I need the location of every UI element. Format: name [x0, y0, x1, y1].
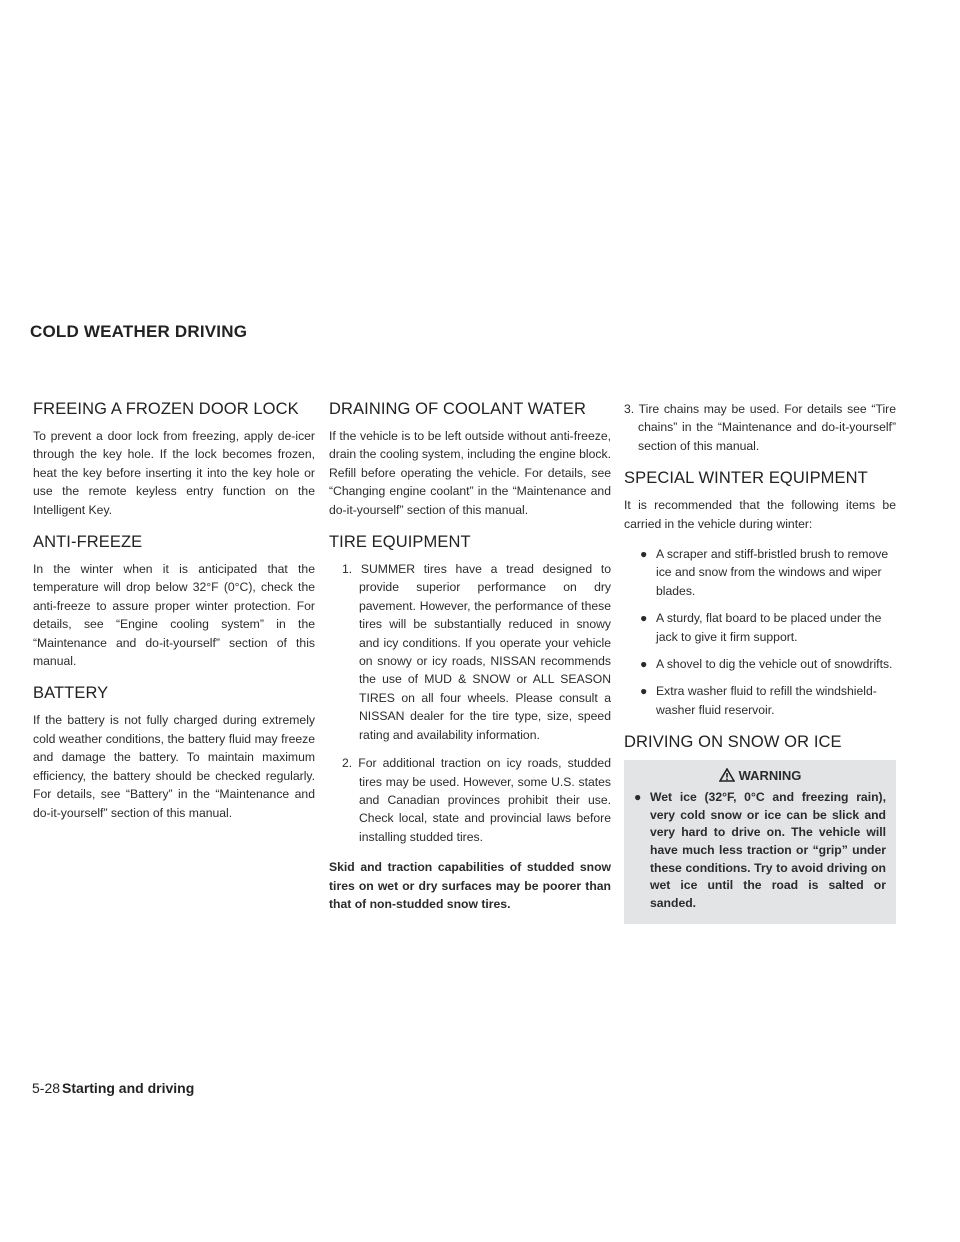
page-footer — [32, 1080, 194, 1096]
list-item: 1. SUMMER tires have a tread designed to provide superior performance on dry pavement. However, the performance of these tires will be substantially reduced in snowy and icy conditions. If you operate your vehicle on snowy or icy roads, NISSAN recommends the use of MUD & SNOW or ALL SEASON TIRES on all four wheels. Please consult a NISSAN dealer for the tire type, size, speed rating and availability information. — [342, 562, 611, 742]
warning-text-content: Wet ice (32°F, 0°C and freezing rain), very cold snow or ice can be slick and very hard to drive on. The vehicle will have much less traction or “grip” under these conditions. Try to avoid driving on wet ice until the road is salted or sanded. — [650, 790, 886, 910]
list-item: 3. Tire chains may be used. For details see “Tire chains” in the “Maintenance and do-it-yourself” section of this manual. — [624, 402, 896, 453]
column-1 — [33, 400, 315, 834]
warning-text — [634, 789, 886, 912]
warning-triangle-icon — [719, 768, 735, 782]
paragraph-freeing-door-lock: To prevent a door lock from freezing, apply de-icer through the key hole. If the lock becomes frozen, heat the key before inserting it into the key hole or use the remote keyless entry function on the Intelligent Key. — [33, 429, 315, 517]
tire-equipment-list-continued — [624, 400, 896, 455]
bullet-icon: ● — [640, 657, 648, 672]
winter-equipment-list — [624, 545, 896, 719]
column-3 — [624, 400, 896, 924]
heading-freeing-door-lock: FREEING A FROZEN DOOR LOCK — [33, 400, 299, 418]
list-item: 2. For additional traction on icy roads, studded tires may be used. However, some U.S. states and Canadian provinces prohibit their use. Check local, state and provincial laws before installing studded tires. — [342, 756, 611, 844]
bullet-icon: ● — [640, 684, 648, 699]
studded-tire-note: Skid and traction capabilities of studded snow tires on wet or dry surfaces may be poorer than that of non-studded snow tires. — [329, 860, 611, 911]
paragraph-draining-coolant: If the vehicle is to be left outside without anti-freeze, drain the cooling system, including the engine block. Refill before operating the vehicle. For details, see “Changing engine coolant” in the “Maintenance and do-it-yourself” section of this manual. — [329, 429, 611, 517]
list-item — [624, 609, 896, 646]
heading-special-winter-equipment: SPECIAL WINTER EQUIPMENT — [624, 469, 868, 488]
tire-equipment-list — [329, 560, 611, 846]
heading-driving-snow-ice: DRIVING ON SNOW OR ICE — [624, 733, 842, 752]
heading-battery: BATTERY — [33, 684, 109, 703]
list-item — [624, 545, 896, 600]
warning-box — [624, 760, 896, 924]
chapter-title: Starting and driving — [62, 1080, 195, 1096]
list-item-text: A sturdy, flat board to be placed under the jack to give it firm support. — [656, 611, 882, 644]
bullet-icon: ● — [640, 611, 648, 626]
list-item-text: A scraper and stiff-bristled brush to remove ice and snow from the windows and wiper blades. — [656, 547, 889, 598]
bullet-icon: ● — [640, 547, 648, 562]
warning-header — [634, 768, 886, 783]
list-item-text: Extra washer fluid to refill the windshield-washer fluid reservoir. — [656, 684, 877, 717]
heading-tire-equipment: TIRE EQUIPMENT — [329, 533, 471, 552]
bullet-icon: ● — [634, 790, 642, 805]
paragraph-battery: If the battery is not fully charged during extremely cold weather conditions, the battery fluid may freeze and damage the battery. To maintain maximum efficiency, the battery should be checked regularly. For details, see “Battery” in the “Maintenance and do-it-yourself” section of this manual. — [33, 713, 315, 820]
page-number: 5-28 — [32, 1080, 61, 1096]
list-item-text: A shovel to dig the vehicle out of snowdrifts. — [656, 657, 893, 672]
list-item — [624, 655, 896, 673]
section-title: COLD WEATHER DRIVING — [30, 322, 248, 341]
list-item — [624, 682, 896, 719]
paragraph-anti-freeze: In the winter when it is anticipated that the temperature will drop below 32°F (0°C), check the anti-freeze to assure proper winter protection. For details, see “Engine cooling system” in the “Maintenance and do-it-yourself” section of this manual. — [33, 562, 315, 669]
warning-label: WARNING — [738, 768, 802, 784]
heading-draining-coolant: DRAINING OF COOLANT WATER — [329, 400, 587, 418]
column-2 — [329, 400, 611, 925]
paragraph-special-winter-intro: It is recommended that the following items be carried in the vehicle during winter: — [624, 498, 896, 531]
heading-anti-freeze: ANTI-FREEZE — [33, 533, 143, 552]
